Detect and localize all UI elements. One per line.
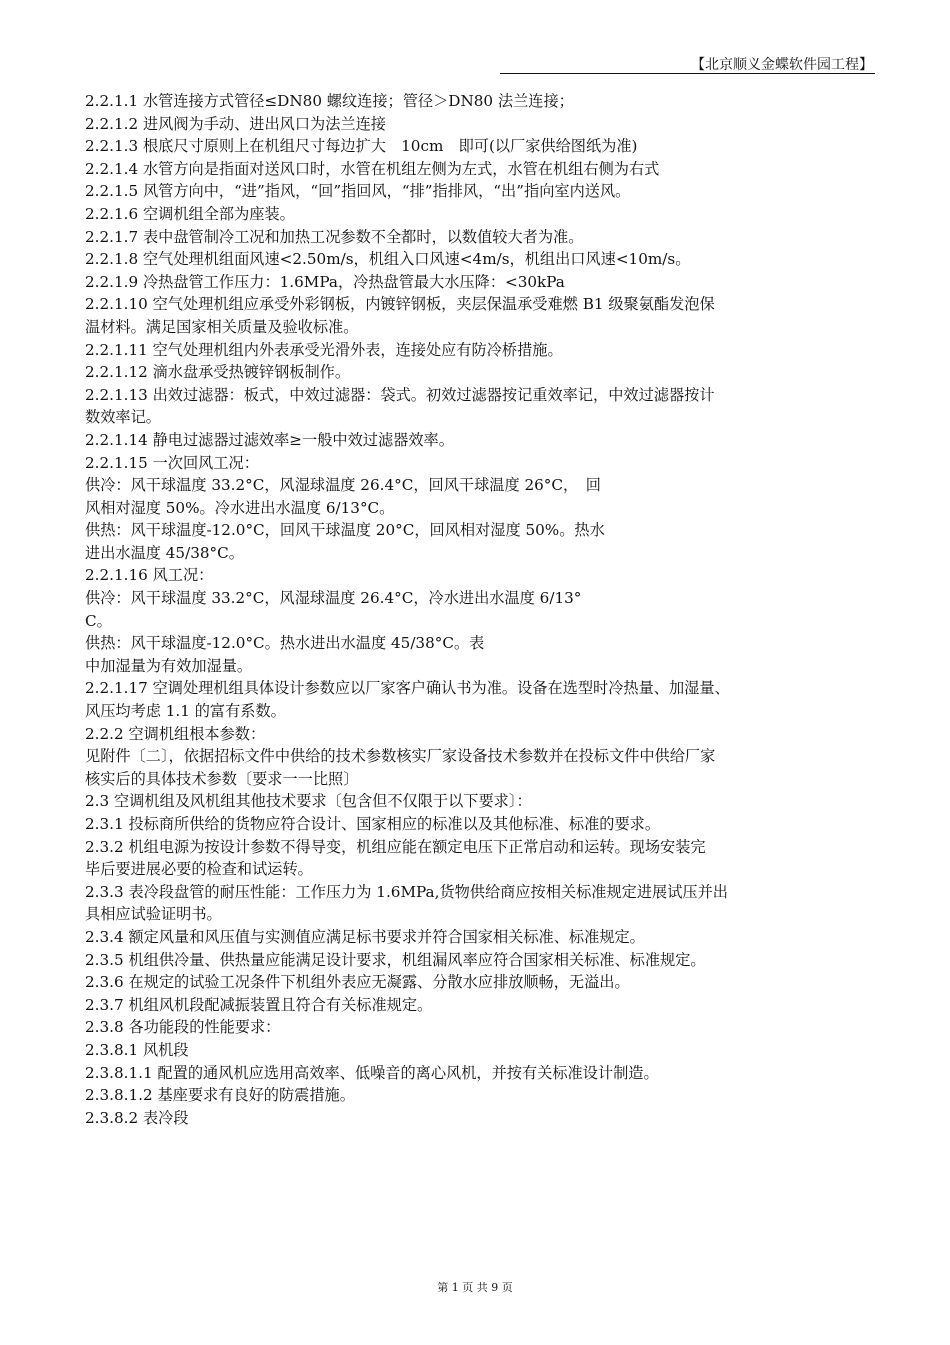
text-line: 2.2.1.10 空气处理机组应承受外彩钢板，内镀锌钢板，夹层保温承受难燃 B1 级聚氨酯发泡保 [85,295,715,314]
text-line: 2.2.2 空调机组根本参数： [85,724,266,743]
text-line: 2.2.1.6 空调机组全部为座装。 [85,204,295,223]
text-line: 2.3.8.1.1 配置的通风机应选用高效率、低噪音的离心风机，并按有关标准设计制造。 [85,1063,659,1082]
text-line: 供热：风干球温度-12.0°C。热水进出水温度 45/38°C。表 [85,634,485,653]
text-line: 供热：风干球温度-12.0°C，回风干球温度 20°C，回风相对湿度 50%。热水 [85,521,605,540]
text-line: 2.2.1.9 冷热盘管工作压力：1.6MPa，冷热盘管最大水压降：<30kPa [85,272,565,291]
text-line: 数效率记。 [85,408,161,427]
document-body [85,90,875,1129]
text-line: 2.3.4 额定风量和风压值与实测值应满足标书要求并符合国家相关标准、标准规定。 [85,927,645,946]
text-line: 2.2.1.8 空气处理机组面风速<2.50m/s，机组入口风速<4m/s，机组出口风速<10m/s。 [85,250,691,269]
text-line: 2.3.3 表冷段盘管的耐压性能：工作压力为 1.6MPa,货物供给商应按相关标准规定进展试压并出 [85,882,728,901]
text-line: 具相应试验证明书。 [85,905,222,924]
text-line: 毕后要进展必要的检查和试运转。 [85,860,313,879]
text-line: 2.3.1 投标商所供给的货物应符合设计、国家相应的标准以及其他标准、标准的要求。 [85,815,661,833]
text-line: 2.2.1.5 风管方向中，“进”指风，“回”指回风，“排”指排风，“出”指向室内送风。 [85,182,631,201]
header-divider [500,73,875,74]
page-footer: 第 1 页 共 9 页 [437,1281,513,1294]
text-line: 2.2.1.11 空气处理机组内外表承受光滑外表，连接处应有防冷桥措施。 [85,340,563,359]
text-line: 2.3.6 在规定的试验工况条件下机组外表应无凝露、分散水应排放顺畅，无溢出。 [85,973,630,992]
text-line: 2.2.1.1 水管连接方式管径≤DN80 螺纹连接；管径＞DN80 法兰连接； [85,92,574,110]
text-line: 2.2.1.13 出效过滤器：板式，中效过滤器：袋式。初效过滤器按记重效率记，中效过滤器按计 [85,385,715,404]
text-line: 2.3.8 各功能段的性能要求： [85,1018,281,1037]
text-line: 中加湿量为有效加湿量。 [85,656,253,675]
text-line: C。 [85,611,112,630]
text-line: 2.2.1.2 进风阀为手动、进出风口为法兰连接 [85,114,386,133]
text-line: 2.2.1.17 空调处理机组具体设计参数应以厂家客户确认书为准。设备在选型时冷热量、加湿量、 [85,679,730,698]
text-line: 2.3.8.2 表冷段 [85,1108,189,1127]
text-line: 2.2.1.4 水管方向是指面对送风口时，水管在机组左侧为左式，水管在机组右侧为右式 [85,159,660,178]
text-line: 供冷：风干球温度 33.2°C，风湿球温度 26.4°C，回风干球温度 26°C， 回 [85,476,601,495]
text-line: 2.2.1.3 根底尺寸原则上在机组尺寸每边扩大 10cm 即可(以厂家供给图纸为准) [85,137,638,156]
text-line: 2.3 空调机组及风机组其他技术要求〔包含但不仅限于以下要求〕： [85,792,532,811]
text-line: 风相对湿度 50%。冷水进出水温度 6/13°C。 [85,498,395,517]
text-line: 2.2.1.16 风工况： [85,566,214,585]
text-line: 2.3.2 机组电源为按设计参数不得导变，机组应能在额定电压下正常启动和运转。现场安装完 [85,837,706,856]
text-line: 温材料。满足国家相关质量及验收标准。 [85,317,359,336]
text-line: 2.2.1.14 静电过滤器过滤效率≥一般中效过滤器效率。 [85,430,454,449]
text-line: 2.3.8.1 风机段 [85,1040,189,1059]
text-line: 2.3.8.1.2 基座要求有良好的防震措施。 [85,1086,355,1105]
page-header-title: 【北京顺义金蝶软件园工程】 [691,57,873,73]
text-line: 2.3.7 机组风机段配减振装置且符合有关标准规定。 [85,995,433,1014]
text-line: 风压均考虑 1.1 的富有系数。 [85,702,286,721]
text-line: 核实后的具体技术参数〔要求一一比照〕 [85,769,359,788]
text-line: 见附件〔二〕，依据招标文件中供给的技术参数核实厂家设备技术参数并在投标文件中供给厂家 [85,747,716,766]
text-line: 供冷：风干球温度 33.2°C，风湿球温度 26.4°C，冷水进出水温度 6/13° [85,589,582,608]
text-line: 2.2.1.12 滴水盘承受热镀锌钢板制作。 [85,363,351,382]
text-line: 进出水温度 45/38°C。 [85,543,244,562]
text-line: 2.2.1.15 一次回风工况： [85,453,259,472]
text-line: 2.3.5 机组供冷量、供热量应能满足设计要求，机组漏风率应符合国家相关标准、标准规定。 [85,950,706,969]
text-line: 2.2.1.7 表中盘管制冷工况和加热工况参数不全都时，以数值较大者为准。 [85,227,584,246]
